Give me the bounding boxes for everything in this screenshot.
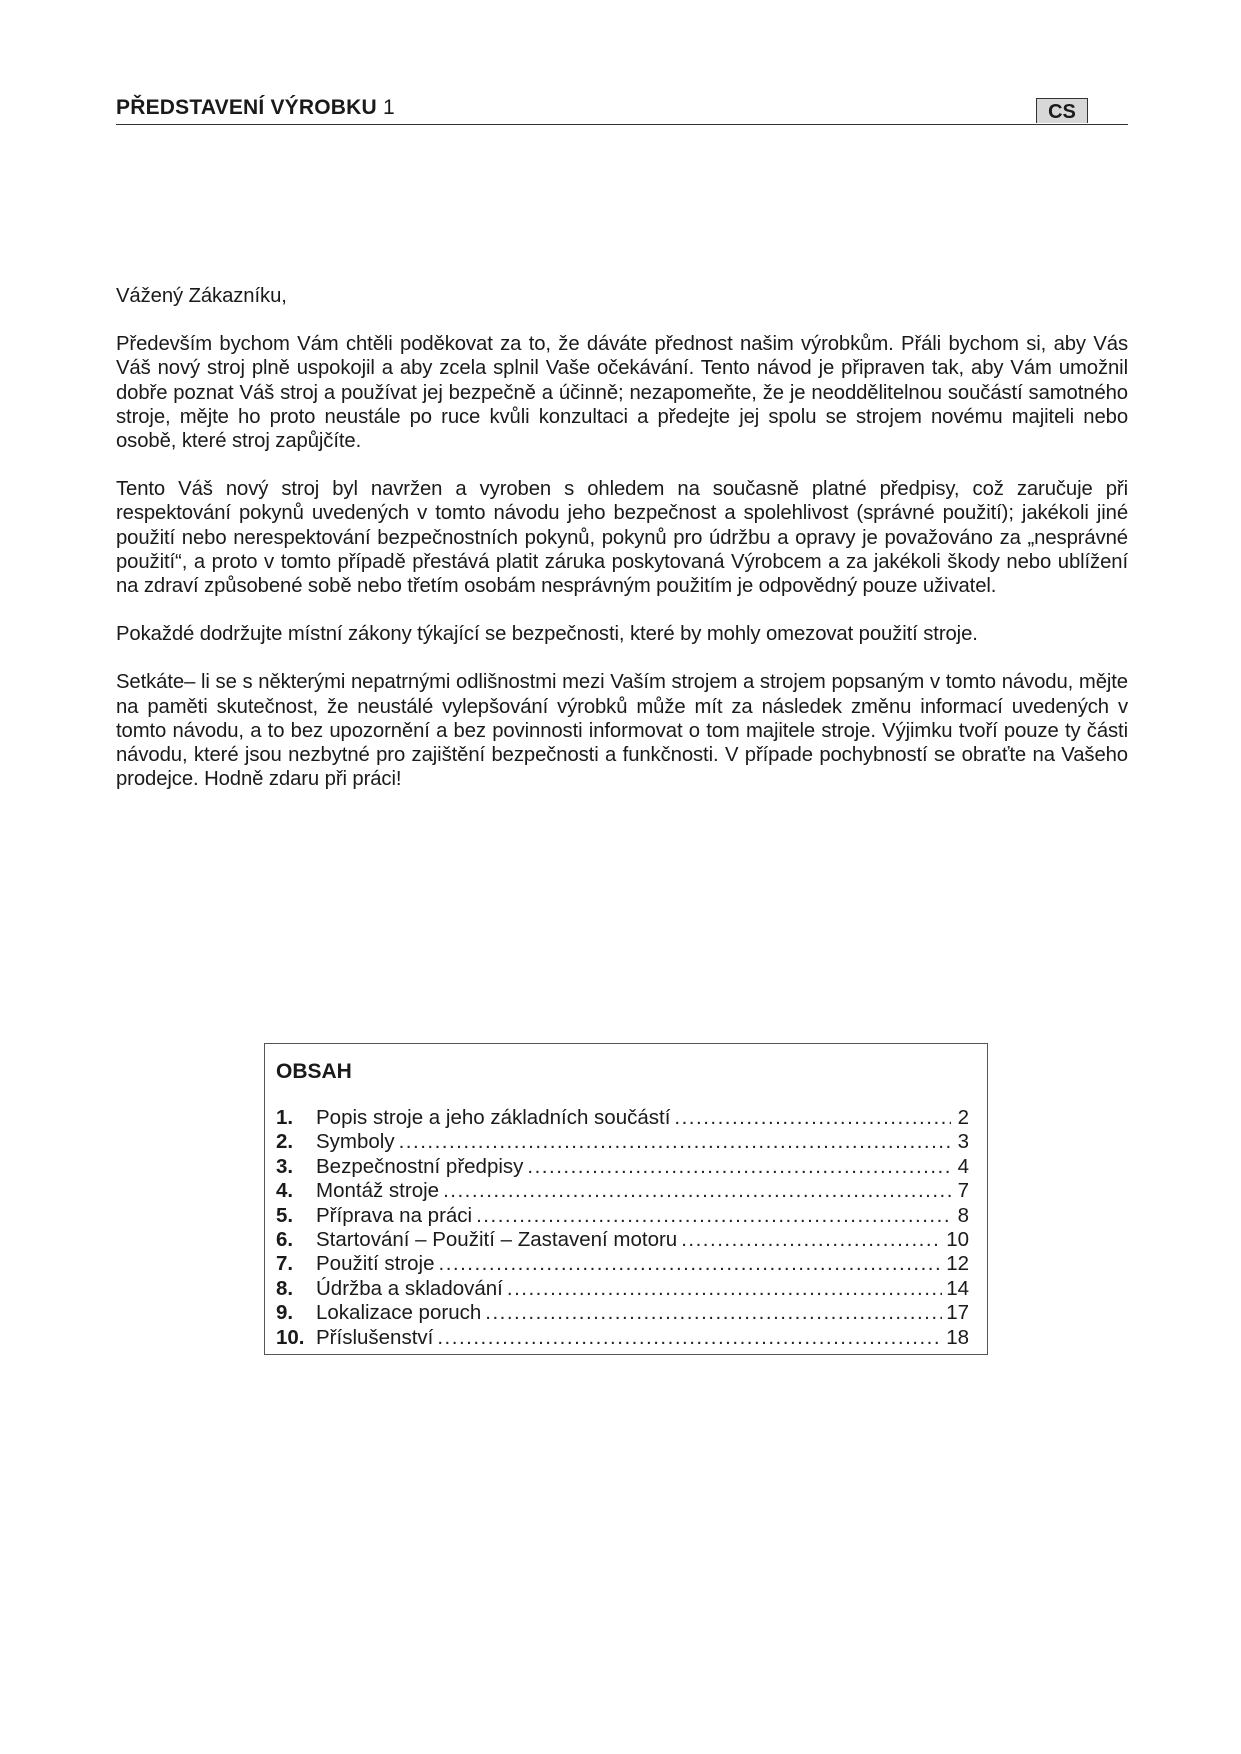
toc-item[interactable] xyxy=(276,1106,969,1130)
table-of-contents xyxy=(264,1043,988,1355)
language-badge: CS xyxy=(1036,98,1088,123)
toc-item-label: Popis stroje a jeho základních součástí xyxy=(316,1106,671,1129)
paragraph-thanks: Především bychom Vám chtěli poděkovat za to, že dáváte přednost našim výrobkům. Přáli bychom si, aby Vás Váš nový stroj plně uspokojil a aby zcela splnil Vaše očekávání. Tento návod je připraven tak, aby Vám umožnil dobře poznat Váš stroj a používat jej bezpečně a účinně; nezapomeňte, že je neoddělitelnou součástí samotného stroje, mějte ho proto neustále po ruce kvůli konzultaci a předejte jej spolu se strojem novému majiteli nebo osobě, které stroj zapůjčíte. xyxy=(116,333,1128,453)
toc-leader-dots xyxy=(443,1179,951,1203)
toc-item-label: Lokalizace poruch xyxy=(316,1301,482,1325)
toc-item-label: Bezpečnostní předpisy xyxy=(316,1154,524,1178)
toc-item-number: 1. xyxy=(276,1106,294,1129)
toc-leader-dots xyxy=(437,1326,942,1350)
toc-item-number: 10. xyxy=(276,1325,305,1349)
toc-leader-dots xyxy=(439,1252,943,1276)
toc-item[interactable] xyxy=(276,1228,969,1252)
toc-item-number: 4. xyxy=(276,1179,294,1203)
toc-item-page: 8 xyxy=(957,1203,969,1227)
toc-leader-dots xyxy=(674,1106,951,1130)
toc-item-page: 17 xyxy=(946,1301,969,1325)
toc-item[interactable] xyxy=(276,1130,969,1154)
paragraph-differences: Setkáte– li se s některými nepatrnými odlišnostmi mezi Vaším strojem a strojem popsaným v tomto návodu, mějte na paměti skutečnost, že neustálé vylepšování výrobků může mít za následek změnu informací uvedených v tomto návodu, a to bez upozornění a bez povinnosti informovat o tom majitele stroje. Výjimku tvoří pouze ty části návodu, které jsou nezbytné pro zajištění bezpečnosti a funkčnosti. V případe pochybností se obraťte na Vašeho prodejce. Hodně zdaru při práci! xyxy=(116,671,1128,791)
toc-item-page: 3 xyxy=(957,1130,969,1154)
toc-item-label: Startování – Použití – Zastavení motoru xyxy=(316,1228,678,1252)
toc-leader-dots xyxy=(507,1277,942,1301)
toc-item[interactable] xyxy=(276,1326,969,1350)
toc-item-label: Příprava na práci xyxy=(316,1203,473,1227)
page-title-number: 1 xyxy=(382,96,395,119)
toc-item-number: 8. xyxy=(276,1276,294,1300)
toc-item[interactable] xyxy=(276,1179,969,1203)
toc-item-label: Použití stroje xyxy=(316,1252,435,1276)
toc-item-page: 2 xyxy=(957,1106,969,1129)
toc-leader-dots xyxy=(681,1228,942,1252)
toc-item[interactable] xyxy=(276,1204,969,1228)
toc-item-page: 4 xyxy=(957,1154,969,1178)
paragraph-correct-use: Tento Váš nový stroj byl navržen a vyroben s ohledem na současně platné předpisy, což zaručuje při respektování pokynů uvedených v tomto návodu jeho bezpečnost a spolehlivost (správné použití); jakékoli jiné použití nebo nerespektování bezpečnostních pokynů, pokynů pro údržbu a opravy je považováno za „nesprávné použití“, a proto v tomto případě přestává platit záruka poskytovaná Výrobcem a za jakékoli škody nebo ublížení na zdraví způsobené sobě nebo třetím osobám nesprávným použitím je odpovědný pouze uživatel. xyxy=(116,478,1128,598)
toc-leader-dots xyxy=(485,1301,942,1325)
toc-item-label: Symboly xyxy=(316,1130,395,1154)
toc-item-label: Montáž stroje xyxy=(316,1179,440,1203)
toc-item-label: Údržba a skladování xyxy=(316,1276,503,1300)
toc-item[interactable] xyxy=(276,1277,969,1301)
page-title-text: PŘEDSTAVENÍ VÝROBKU xyxy=(116,96,377,119)
toc-item-page: 14 xyxy=(946,1276,969,1300)
toc-list xyxy=(276,1106,969,1350)
toc-item-page: 10 xyxy=(946,1228,969,1252)
toc-item[interactable] xyxy=(276,1155,969,1179)
toc-item-number: 7. xyxy=(276,1252,294,1276)
intro-text xyxy=(116,284,1128,815)
toc-item-page: 18 xyxy=(946,1325,969,1349)
page-title xyxy=(116,96,395,120)
paragraph-local-laws: Pokaždé dodržujte místní zákony týkající se bezpečnosti, které by mohly omezovat použití stroje. xyxy=(116,623,978,646)
page-header xyxy=(116,94,1128,125)
toc-item-number: 2. xyxy=(276,1130,294,1154)
toc-item-number: 5. xyxy=(276,1203,294,1227)
toc-item-page: 12 xyxy=(946,1252,969,1276)
toc-title: OBSAH xyxy=(276,1060,352,1083)
toc-item-number: 6. xyxy=(276,1228,294,1252)
toc-leader-dots xyxy=(399,1130,951,1154)
toc-item-label: Příslušenství xyxy=(316,1325,434,1349)
toc-item[interactable] xyxy=(276,1301,969,1325)
toc-leader-dots xyxy=(476,1204,951,1228)
toc-item-page: 7 xyxy=(957,1179,969,1203)
greeting: Vážený Zákazníku, xyxy=(116,285,287,307)
toc-leader-dots xyxy=(527,1155,951,1179)
toc-item[interactable] xyxy=(276,1252,969,1276)
toc-item-number: 3. xyxy=(276,1154,294,1178)
toc-item-number: 9. xyxy=(276,1301,294,1325)
